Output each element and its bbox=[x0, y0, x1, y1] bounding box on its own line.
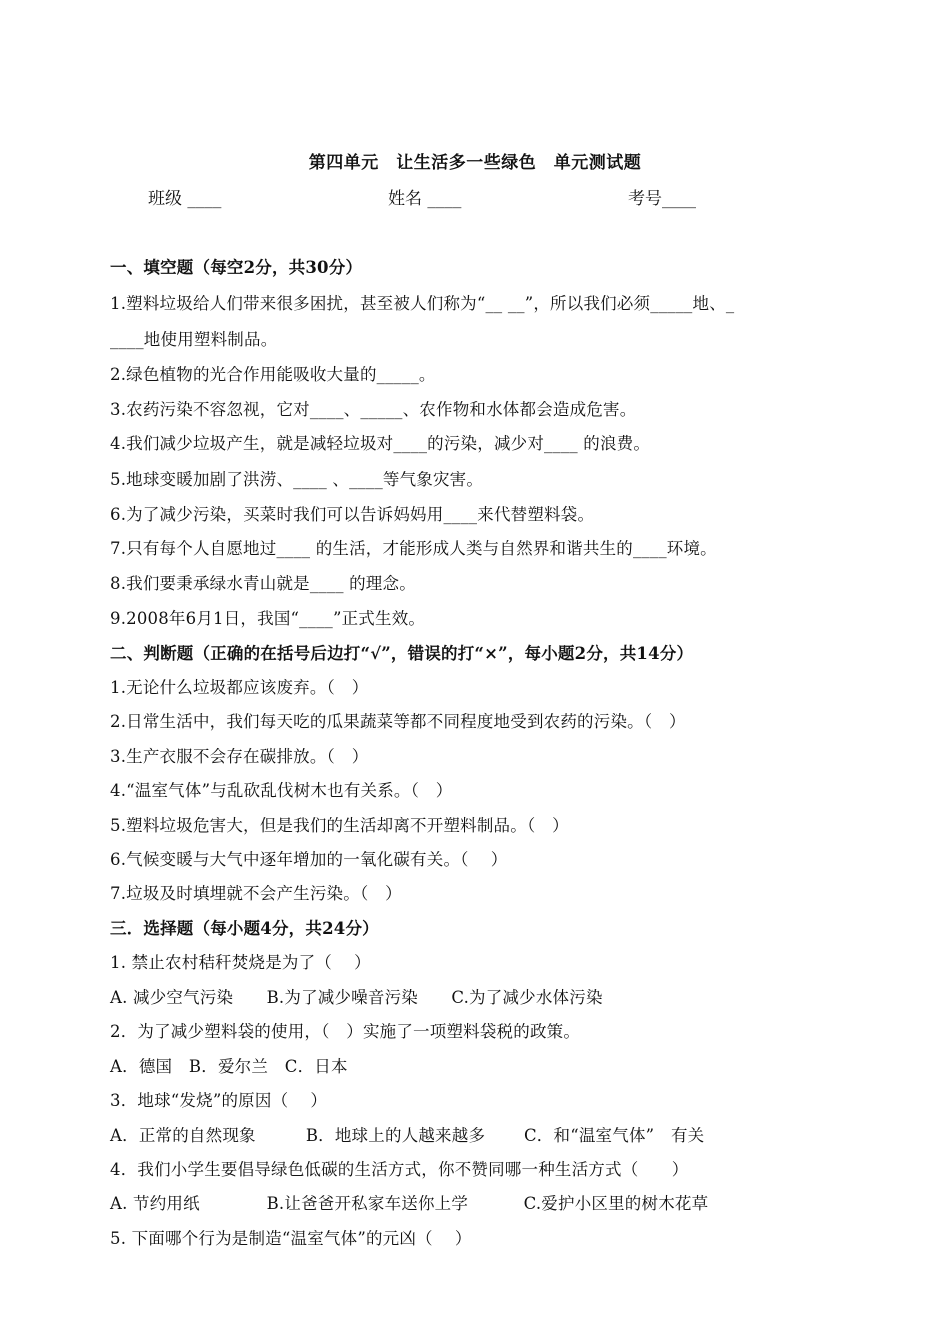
question-line: 4．我们小学生要倡导绿色低碳的生活方式，你不赞同哪一种生活方式（ ） bbox=[110, 1160, 689, 1179]
question-line: 8.我们要秉承绿水青山就是____ 的理念。 bbox=[110, 574, 416, 593]
question-line: 7.只有每个人自愿地过____ 的生活，才能形成人类与自然界和谐共生的____环境。 bbox=[110, 539, 717, 558]
section-heading-true-false: 二、判断题（正确的在括号后边打“√”，错误的打“×”，每小题2分，共14分） bbox=[110, 644, 694, 663]
class-field-label: 班级 ____ bbox=[148, 189, 222, 209]
question-line: 5. 下面哪个行为是制造“温室气体”的元凶（ ） bbox=[110, 1229, 472, 1248]
answer-options: A. 减少空气污染 B.为了减少噪音污染 C.为了减少水体污染 bbox=[110, 988, 603, 1007]
answer-options: A．德国 B．爱尔兰 C．日本 bbox=[110, 1057, 348, 1076]
question-line: 2.绿色植物的光合作用能吸收大量的_____。 bbox=[110, 365, 436, 384]
name-field-label: 姓名 ____ bbox=[388, 189, 462, 209]
question-line: 4.“温室气体”与乱砍乱伐树木也有关系。（ ） bbox=[110, 781, 453, 800]
question-line: 3．地球“发烧”的原因（ ） bbox=[110, 1091, 328, 1110]
question-line: 3.农药污染不容忽视，它对____、_____、农作物和水体都会造成危害。 bbox=[110, 400, 637, 419]
question-line: 2．为了减少塑料袋的使用，（ ）实施了一项塑料袋税的政策。 bbox=[110, 1022, 581, 1041]
page-title: 第四单元 让生活多一些绿色 单元测试题 bbox=[308, 153, 642, 173]
question-line: 4.我们减少垃圾产生，就是减轻垃圾对____的污染，减少对____ 的浪费。 bbox=[110, 434, 651, 453]
question-line: 1. 禁止农村秸秆焚烧是为了（ ） bbox=[110, 953, 371, 972]
question-line: 6.为了减少污染，买菜时我们可以告诉妈妈用____来代替塑料袋。 bbox=[110, 505, 595, 524]
question-line: 6.气候变暖与大气中逐年增加的一氧化碳有关。（ ） bbox=[110, 850, 508, 869]
section-heading-multiple-choice: 三．选择题（每小题4分，共24分） bbox=[110, 919, 379, 938]
question-line: 1.无论什么垃圾都应该废弃。（ ） bbox=[110, 678, 369, 697]
answer-options: A. 节约用纸 B.让爸爸开私家车送你上学 C.爱护小区里的树木花草 bbox=[110, 1194, 709, 1213]
answer-options: A．正常的自然现象 B．地球上的人越来越多 C．和“温室气体” 有关 bbox=[110, 1126, 705, 1145]
question-line: 5.地球变暖加剧了洪涝、____ 、____等气象灾害。 bbox=[110, 470, 484, 489]
question-line: 1.塑料垃圾给人们带来很多困扰，甚至被人们称为“__ __”，所以我们必须_____地、_ bbox=[110, 294, 735, 313]
question-line: 5.塑料垃圾危害大，但是我们的生活却离不开塑料制品。（ ） bbox=[110, 816, 569, 835]
question-line: ____地使用塑料制品。 bbox=[110, 330, 278, 349]
number-field-label: 考号____ bbox=[628, 189, 696, 209]
question-line: 3.生产衣服不会存在碳排放。（ ） bbox=[110, 747, 369, 766]
question-line: 2.日常生活中，我们每天吃的瓜果蔬菜等都不同程度地受到农药的污染。（ ） bbox=[110, 712, 686, 731]
question-line: 7.垃圾及时填埋就不会产生污染。（ ） bbox=[110, 884, 402, 903]
question-line: 9.2008年6月1日，我国“____”正式生效。 bbox=[110, 609, 426, 628]
section-heading-fill-blank: 一、填空题（每空2分，共30分） bbox=[110, 258, 363, 277]
